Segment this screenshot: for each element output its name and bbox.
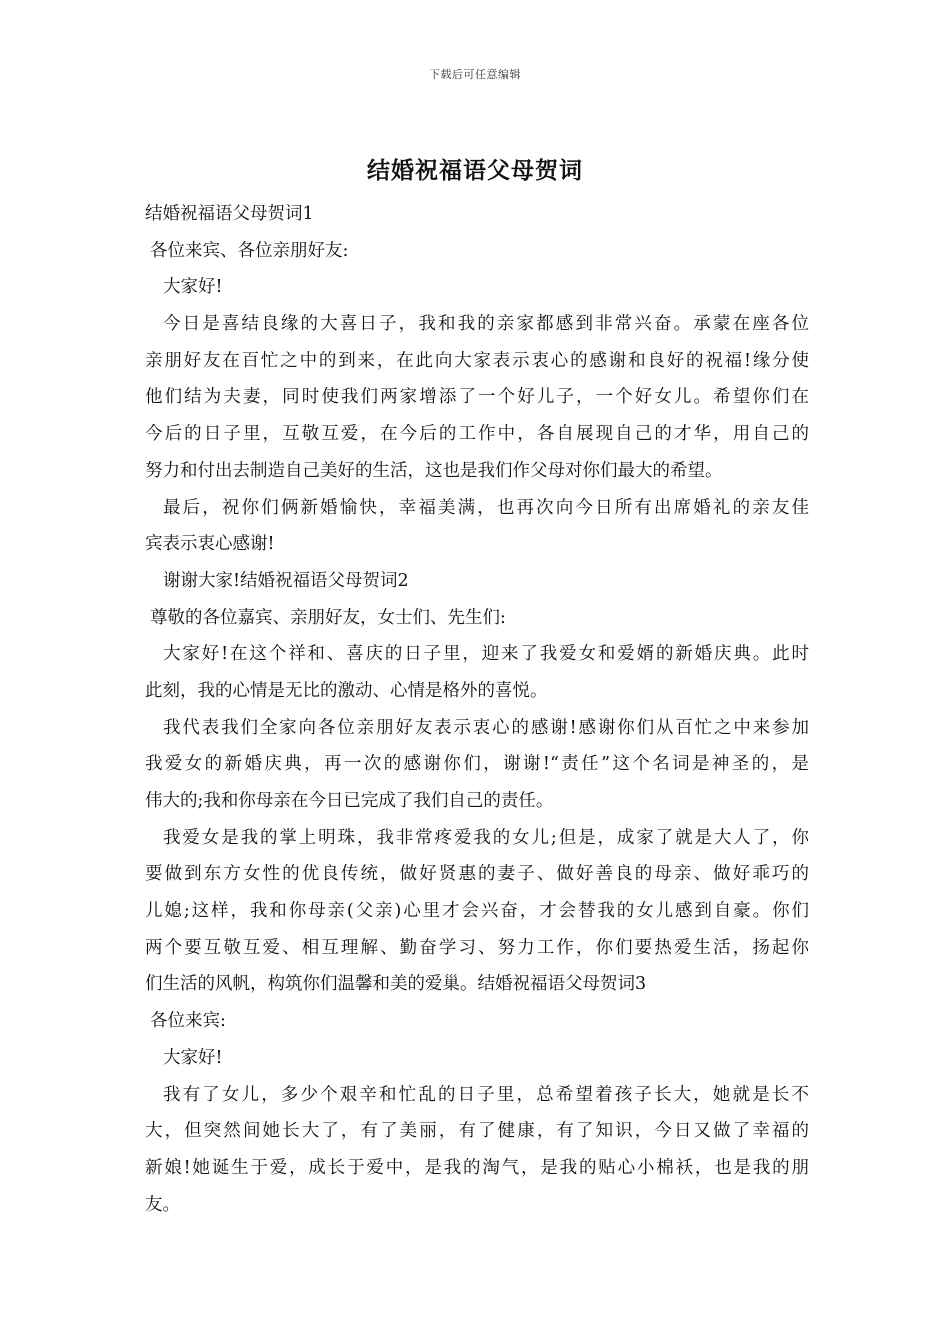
text-line: 尊敬的各位嘉宾、亲朋好友，女士们、先生们: — [150, 607, 506, 628]
text-line: 我爱女是我的掌上明珠，我非常疼爱我的女儿;但是，成家了就是大人了，你 — [163, 827, 809, 848]
text-line: 今后的日子里，互敬互爱，在今后的工作中，各自展现自己的才华，用自己的 — [145, 424, 809, 445]
text-line: 此刻，我的心情是无比的激动、心情是格外的喜悦。 — [145, 680, 548, 701]
text-line: 大，但突然间她长大了，有了美丽，有了健康，有了知识，今日又做了幸福的 — [145, 1121, 809, 1142]
text-line: 今日是喜结良缘的大喜日子，我和我的亲家都感到非常兴奋。承蒙在座各位 — [163, 314, 809, 335]
text-line: 两个要互敬互爱、相互理解、勤奋学习、努力工作，你们要热爱生活，扬起你 — [145, 937, 809, 958]
text-line: 友。 — [145, 1194, 180, 1215]
text-line: 伟大的;我和你母亲在今日已完成了我们自己的责任。 — [145, 791, 554, 811]
text-line: 大家好!在这个祥和、喜庆的日子里，迎来了我爱女和爱婿的新婚庆典。此时 — [163, 644, 809, 665]
text-line: 谢谢大家!结婚祝福语父母贺词2 — [163, 570, 409, 591]
text-line: 大家好! — [163, 1047, 223, 1068]
header-note: 下载后可任意编辑 — [429, 68, 521, 81]
text-line: 结婚祝福语父母贺词1 — [145, 204, 314, 224]
text-line: 我代表我们全家向各位亲朋好友表示衷心的感谢!感谢你们从百忙之中来参加 — [163, 717, 809, 738]
text-line: 宾表示衷心感谢! — [145, 534, 275, 555]
text-line: 们生活的风帆，构筑你们温馨和美的爱巢。结婚祝福语父母贺词3 — [145, 974, 647, 995]
body-text — [145, 196, 809, 1223]
text-line: 努力和付出去制造自己美好的生活，这也是我们作父母对你们最大的希望。 — [145, 460, 723, 481]
text-line: 大家好! — [163, 277, 223, 298]
text-line: 新娘!她诞生于爱，成长于爱中，是我的淘气，是我的贴心小棉袄，也是我的朋 — [145, 1157, 809, 1178]
page-title: 结婚祝福语父母贺词 — [367, 157, 583, 184]
text-line: 要做到东方女性的优良传统，做好贤惠的妻子、做好善良的母亲、做好乖巧的 — [145, 864, 809, 885]
text-line: 儿媳;这样，我和你母亲(父亲)心里才会兴奋，才会替我的女儿感到自豪。你们 — [145, 901, 809, 922]
text-line: 我爱女的新婚庆典，再一次的感谢你们，谢谢!“责任”这个名词是神圣的，是 — [145, 754, 809, 775]
text-line: 各位来宾: — [150, 1011, 226, 1032]
text-line: 最后，祝你们俩新婚愉快，幸福美满，也再次向今日所有出席婚礼的亲友佳 — [163, 497, 809, 518]
text-line: 我有了女儿，多少个艰辛和忙乱的日子里，总希望着孩子长大，她就是长不 — [163, 1084, 809, 1105]
text-line: 各位来宾、各位亲朋好友: — [150, 240, 349, 261]
text-line: 他们结为夫妻，同时使我们两家增添了一个好儿子，一个好女儿。希望你们在 — [145, 387, 809, 408]
text-line: 亲朋好友在百忙之中的到来，在此向大家表示衷心的感谢和良好的祝福!缘分使 — [145, 350, 809, 371]
